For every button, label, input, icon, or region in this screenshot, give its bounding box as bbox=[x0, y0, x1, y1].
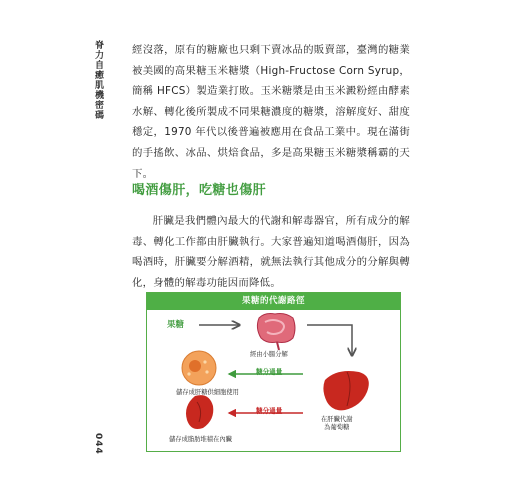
book-side-title: 脊力自癒肌機密碼 bbox=[93, 40, 103, 120]
label-intestine: 經由小腸分解 bbox=[250, 351, 288, 358]
label-excess-sugar-2: 糖分過量 bbox=[256, 407, 283, 415]
kidney-icon bbox=[186, 395, 213, 429]
label-excess-sugar-1: 糖分過量 bbox=[256, 368, 283, 376]
figure-title: 果糖的代謝路徑 bbox=[147, 293, 400, 310]
fructose-metabolism-figure bbox=[146, 292, 401, 452]
label-fat-storage: 儲存成脂肪堆積在內臟 bbox=[169, 436, 232, 443]
cell-icon bbox=[182, 351, 216, 385]
intestine-icon bbox=[257, 314, 295, 351]
arrow-intestine-to-liver bbox=[307, 325, 352, 355]
paragraph-2: 肝臟是我們體內最大的代謝和解毒器官，所有成分的解毒、轉化工作都由肝臟執行。大家普遍知道喝酒傷肝，因為喝酒時，肝臟要分解酒精，就無法執行其他成分的分解與轉化，身體的解毒功能因而降低。 bbox=[132, 215, 410, 289]
section-heading: 喝酒傷肝，吃糖也傷肝 bbox=[132, 183, 267, 198]
label-liver-metabolism: 在肝臟代謝 為葡萄糖 bbox=[321, 416, 353, 431]
liver-icon bbox=[323, 371, 368, 410]
figure-diagram bbox=[147, 310, 400, 451]
paragraph-1: 經沒落，原有的糖廠也只剩下賣冰品的販賣部，臺灣的糖業被美國的高果糖玉米糖漿（High-Fructose Corn Syrup，簡稱 HFCS）製造業打敗。玉米糖漿是由玉米澱粉經由酵素水解、轉化後所製成不同果糖濃度的糖漿，溶解度好、甜度穩定，1970 年代以後普遍被應用在食品工業中。現在滿街的手搖飲、冰品、烘焙食品，多是高果糖玉米糖漿稱霸的天下。 bbox=[132, 44, 410, 180]
label-sugar: 果糖 bbox=[167, 320, 185, 330]
page-number: 044 bbox=[93, 433, 103, 455]
label-cell-storage: 儲存成肝糖供細胞使用 bbox=[176, 389, 239, 396]
